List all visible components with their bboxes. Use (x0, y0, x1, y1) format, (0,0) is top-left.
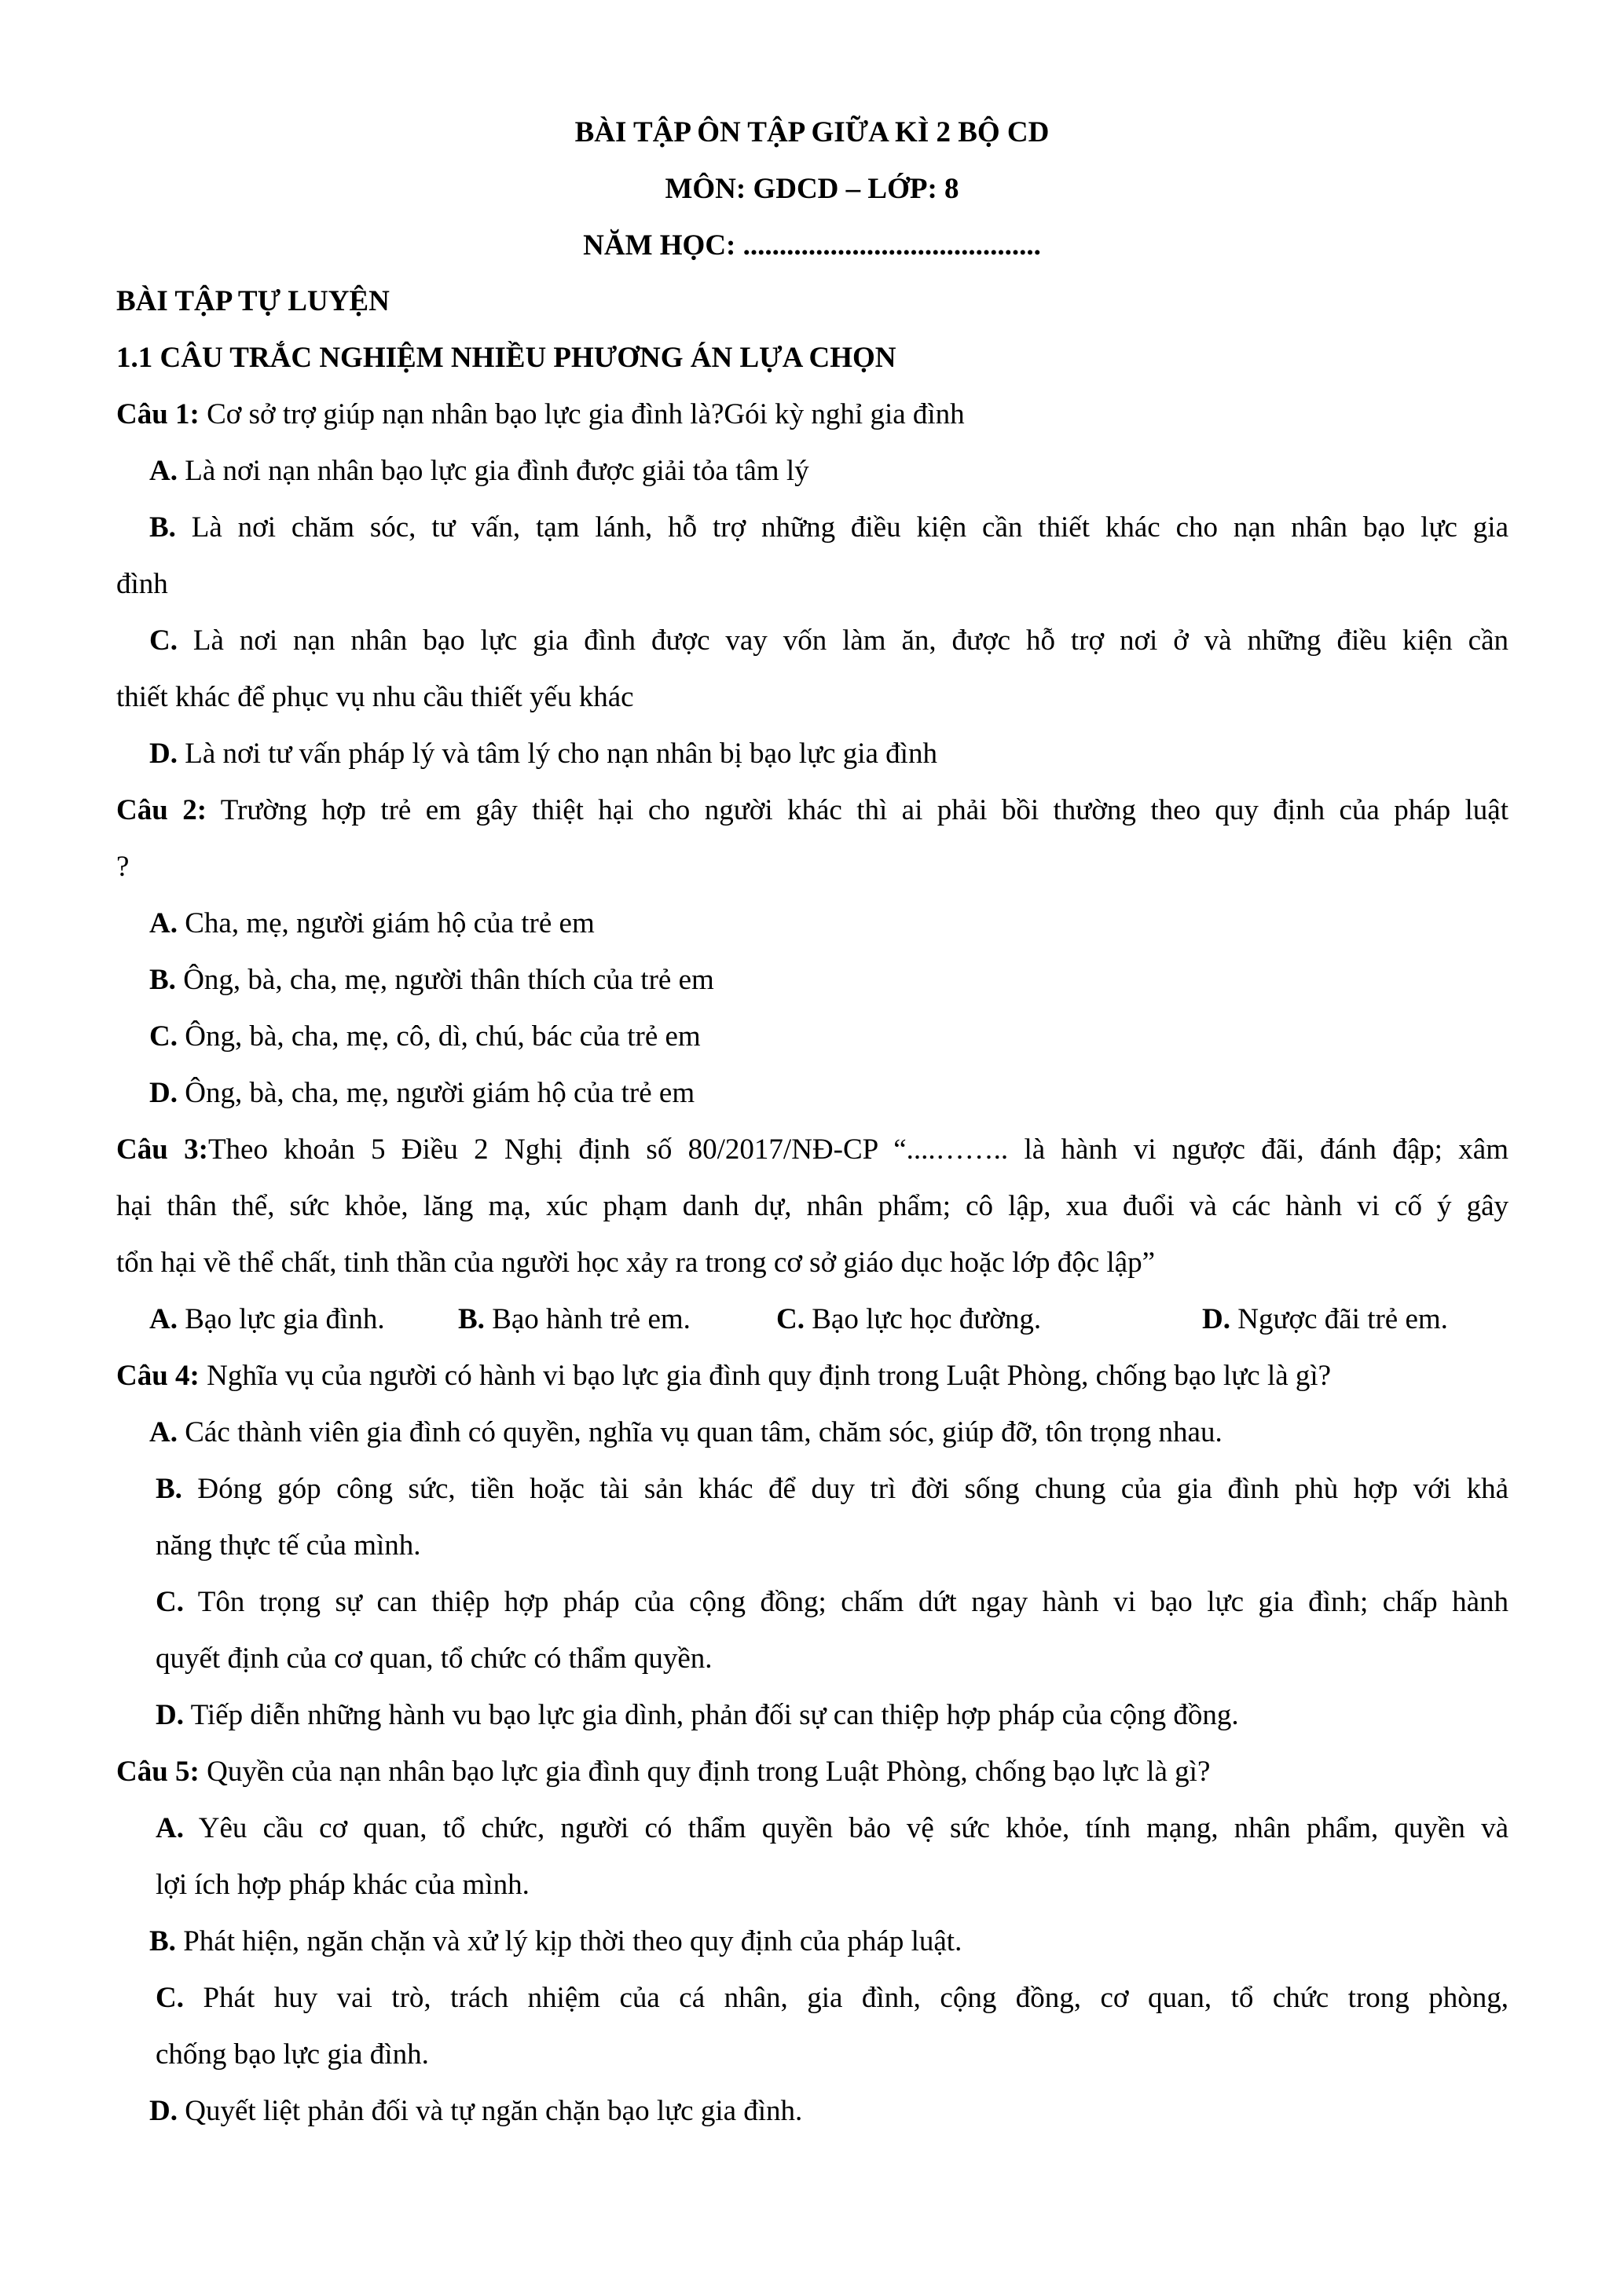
question-1-option-c (149, 624, 1509, 657)
option-text: Tôn trọng sự can thiệp hợp pháp của cộng đồng; chấm dứt ngay hành vi bạo lực gia đình; chấp hành (183, 1586, 1509, 1618)
option-label: B. (458, 1303, 485, 1335)
option-label: A. (149, 455, 178, 487)
option-text: Tiếp diễn những hành vu bạo lực gia dình, phản đối sự can thiệp hợp pháp của cộng đồng. (183, 1699, 1239, 1731)
question-3 (116, 1133, 1509, 1166)
document-year: NĂM HỌC: ......................................... (583, 229, 1041, 262)
option-text: Là nơi chăm sóc, tư vấn, tạm lánh, hỗ trợ những điều kiện cần thiết khác cho nạn nhân bạo lực gia (175, 511, 1509, 544)
question-2-option-a (149, 906, 595, 940)
question-4-text: Nghĩa vụ của người có hành vi bạo lực gia đình quy định trong Luật Phòng, chống bạo lực là gì? (199, 1360, 1332, 1392)
option-label: D. (149, 2095, 178, 2127)
option-label: A. (149, 1303, 178, 1335)
option-label: C. (149, 1020, 178, 1053)
section-subheading: 1.1 CÂU TRẮC NGHIỆM NHIỀU PHƯƠNG ÁN LỰA CHỌN (116, 342, 896, 374)
question-5-option-a-cont: lợi ích hợp pháp khác của mình. (156, 1869, 530, 1901)
question-3-text: Theo khoản 5 Điều 2 Nghị định số 80/2017/NĐ-CP “....…….. là hành vi ngược đãi, đánh đập; xâm (207, 1133, 1509, 1166)
question-1-option-b-cont: đình (116, 568, 168, 600)
option-label: B. (149, 1925, 176, 1957)
question-5-option-d (149, 2094, 802, 2128)
option-text: Là nơi nạn nhân bạo lực gia đình được giải tỏa tâm lý (177, 455, 809, 487)
option-text: Phát huy vai trò, trách nhiệm của cá nhân, gia đình, cộng đồng, cơ quan, tổ chức trong phòng, (183, 1982, 1509, 2014)
question-2 (116, 793, 1509, 827)
question-3-label: Câu 3: (116, 1133, 208, 1166)
question-4-option-c (156, 1585, 1509, 1619)
question-2-label: Câu 2: (116, 794, 207, 826)
option-text: Các thành viên gia đình có quyền, nghĩa vụ quan tâm, chăm sóc, giúp đỡ, tôn trọng nhau. (177, 1416, 1223, 1448)
question-1-option-b (149, 511, 1509, 544)
question-2-text: Trường hợp trẻ em gây thiệt hại cho người khác thì ai phải bồi thường theo quy định của pháp luật (207, 794, 1509, 826)
option-text: Ông, bà, cha, mẹ, cô, dì, chú, bác của trẻ em (177, 1020, 701, 1053)
option-label: A. (149, 1416, 178, 1448)
option-text: Là nơi tư vấn pháp lý và tâm lý cho nạn nhân bị bạo lực gia đình (177, 738, 937, 770)
question-1-option-a (149, 454, 809, 488)
option-text: Ông, bà, cha, mẹ, người giám hộ của trẻ em (177, 1077, 695, 1109)
question-4-option-a (149, 1415, 1223, 1449)
option-label: B. (149, 964, 176, 996)
question-1-option-d (149, 737, 937, 771)
question-1-text: Cơ sở trợ giúp nạn nhân bạo lực gia đình là?Gói kỳ nghỉ gia đình (199, 398, 965, 430)
option-label: B. (156, 1473, 182, 1505)
option-text: Đóng góp công sức, tiền hoặc tài sản khác để duy trì đời sống chung của gia đình phù hợp với khả (181, 1473, 1509, 1505)
option-label: A. (156, 1812, 184, 1844)
question-4 (116, 1359, 1331, 1393)
document-title: BÀI TẬP ÔN TẬP GIỮA KÌ 2 BỘ CD (574, 116, 1050, 148)
question-5 (116, 1755, 1210, 1789)
option-text: Bạo lực gia đình. (177, 1303, 385, 1335)
question-2-text-cont: ? (116, 851, 130, 883)
question-3-option-c (776, 1302, 1041, 1336)
option-text: Là nơi nạn nhân bạo lực gia đình được vay vốn làm ăn, được hỗ trợ nơi ở và những điều kiện cần (177, 624, 1509, 657)
option-label: A. (149, 907, 178, 939)
question-5-label: Câu 5: (116, 1756, 200, 1788)
option-text: Bạo hành trẻ em. (484, 1303, 691, 1335)
document-subject: MÔN: GDCD – LỚP: 8 (665, 173, 959, 205)
option-label: D. (1202, 1303, 1230, 1335)
option-text: Yêu cầu cơ quan, tổ chức, người có thẩm quyền bảo vệ sức khỏe, tính mạng, nhân phẩm, quyền và (183, 1812, 1509, 1844)
question-4-label: Câu 4: (116, 1360, 200, 1392)
question-5-option-c (156, 1981, 1509, 2015)
question-3-option-d (1202, 1302, 1448, 1336)
option-label: C. (776, 1303, 805, 1335)
option-text: Ngược đãi trẻ em. (1230, 1303, 1448, 1335)
option-label: D. (149, 1077, 178, 1109)
option-text: Ông, bà, cha, mẹ, người thân thích của trẻ em (175, 964, 714, 996)
option-label: C. (156, 1586, 184, 1618)
option-label: D. (156, 1699, 184, 1731)
option-label: B. (149, 511, 176, 544)
question-3-option-a (149, 1302, 385, 1336)
option-text: Cha, mẹ, người giám hộ của trẻ em (177, 907, 595, 939)
option-label: C. (149, 624, 178, 657)
question-5-text: Quyền của nạn nhân bạo lực gia đình quy định trong Luật Phòng, chống bạo lực là gì? (199, 1756, 1211, 1788)
question-3-text-cont-2: tổn hại về thể chất, tinh thần của người học xảy ra trong cơ sở giáo dục hoặc lớp độc lập” (116, 1247, 1155, 1279)
option-text: Bạo lực học đường. (804, 1303, 1042, 1335)
question-1-option-c-cont: thiết khác để phục vụ nhu cầu thiết yếu khác (116, 681, 634, 713)
question-2-option-c (149, 1020, 701, 1053)
option-text: Phát hiện, ngăn chặn và xử lý kịp thời theo quy định của pháp luật. (175, 1925, 962, 1957)
question-5-option-a (156, 1811, 1509, 1845)
question-5-option-c-cont: chống bạo lực gia đình. (156, 2038, 429, 2071)
option-text: Quyết liệt phản đối và tự ngăn chặn bạo lực gia đình. (177, 2095, 803, 2127)
question-1 (116, 397, 965, 431)
option-label: D. (149, 738, 178, 770)
question-4-option-d (156, 1698, 1239, 1732)
question-5-option-b (149, 1924, 962, 1958)
question-2-option-d (149, 1076, 695, 1110)
question-3-text-cont-1: hại thân thể, sức khỏe, lăng mạ, xúc phạm danh dự, nhân phẩm; cô lập, xua đuổi và các hành vi cố ý gây (116, 1190, 1509, 1222)
section-heading: BÀI TẬP TỰ LUYỆN (116, 285, 390, 317)
question-4-option-b-cont: năng thực tế của mình. (156, 1529, 421, 1562)
question-4-option-c-cont: quyết định của cơ quan, tổ chức có thẩm quyền. (156, 1642, 713, 1675)
question-2-option-b (149, 963, 714, 997)
question-1-label: Câu 1: (116, 398, 200, 430)
question-4-option-b (156, 1472, 1509, 1506)
option-label: C. (156, 1982, 184, 2014)
question-3-option-b (458, 1302, 691, 1336)
